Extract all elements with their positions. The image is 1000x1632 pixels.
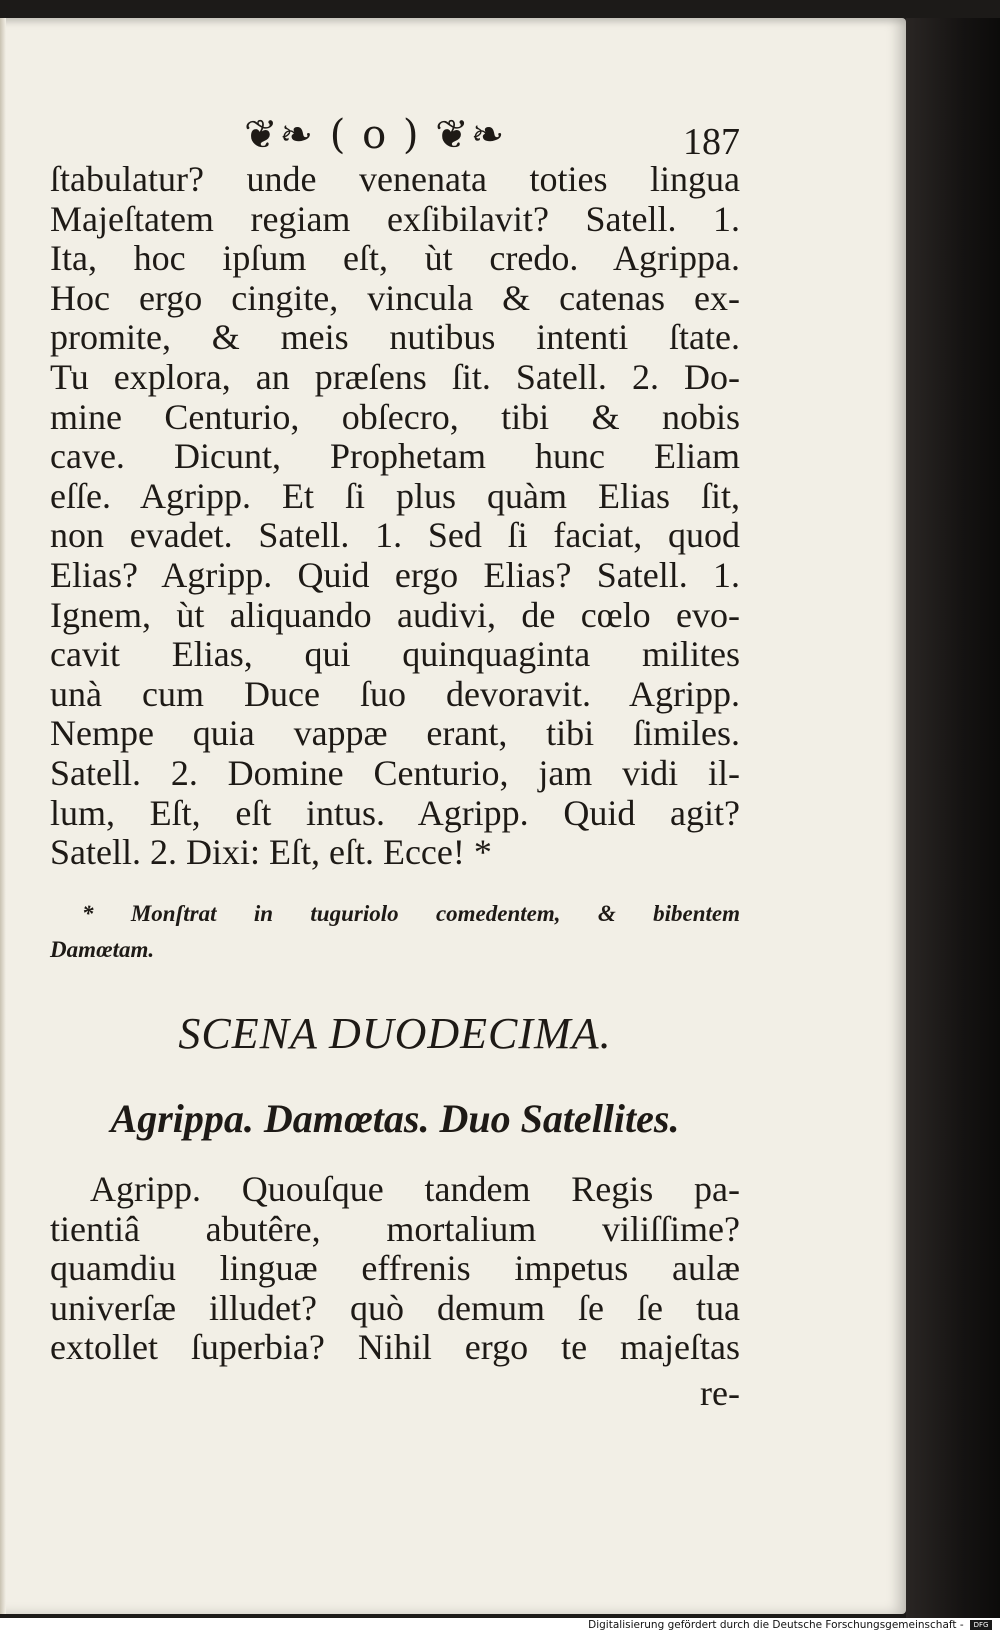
character-list: Agrippa. Damœtas. Duo Satellites. — [110, 1096, 680, 1141]
page-number: 187 — [683, 121, 740, 163]
text-line: univerſæ illudet? quò demum ſe ſe tua — [50, 1287, 740, 1328]
page-header — [50, 108, 740, 164]
page-gutter — [0, 18, 6, 1614]
text-line: cavit Elias, qui quinquaginta milites — [50, 634, 740, 675]
footnote — [50, 896, 740, 968]
dfg-logo-icon: DFG — [970, 1620, 992, 1630]
text-line: cave. Dicunt, Prophetam hunc Eliam — [50, 436, 740, 477]
text-line: Satell. 2. Dixi: Eſt, eſt. Ecce! * — [50, 832, 492, 873]
text-line: Elias? Agripp. Quid ergo Elias? Satell. 1. — [50, 554, 740, 595]
text-line: Majeſtatem regiam exſibilavit? Satell. 1. — [50, 198, 740, 239]
footnote-line: * Monſtrat in tuguriolo comedentem, & bibentem — [82, 901, 740, 926]
text-line: lum, Eſt, eſt intus. Agripp. Quid agit? — [50, 792, 740, 833]
text-line: Nempe quia vappæ erant, tibi ſimiles. — [50, 713, 740, 754]
text-line: Satell. 2. Domine Centurio, jam vidi il- — [50, 752, 740, 793]
text-line: Ita, hoc ipſum eſt, ùt credo. Agrippa. — [50, 238, 740, 279]
footnote-line: Damœtam. — [50, 937, 155, 962]
text-line: extollet ſuperbia? Nihil ergo te majeſtas — [50, 1327, 740, 1368]
text-line: Tu explora, an præſens ſit. Satell. 2. Do- — [50, 356, 740, 397]
text-line: Hoc ergo cingite, vincula & catenas ex- — [50, 277, 740, 318]
text-line: mine Centurio, obſecro, tibi & nobis — [50, 396, 740, 437]
credit-text: Digitalisierung gefördert durch die Deutsche Forschungsgemeinschaft - — [588, 1619, 964, 1631]
text-line: promite, & meis nutibus intenti ſtate. — [50, 317, 740, 358]
book-edge — [906, 18, 1000, 1618]
text-line: quamdiu linguæ effrenis impetus aulæ — [50, 1248, 740, 1289]
text-line: unà cum Duce ſuo devoravit. Agripp. — [50, 673, 740, 714]
body-text — [50, 160, 740, 873]
scene-title: SCENA DUODECIMA. — [178, 1009, 612, 1058]
header-ornament: ❦❧ ( o ) ❦❧ — [244, 112, 507, 158]
text-line: ſtabulatur? unde venenata toties lingua — [50, 159, 740, 199]
catchword: re- — [700, 1373, 740, 1413]
text-line: Agripp. Quouſque tandem Regis pa- — [90, 1169, 740, 1209]
text-line: Ignem, ùt aliquando audivi, de cœlo evo- — [50, 594, 740, 635]
text-line: eſſe. Agripp. Et ſi plus quàm Elias ſit, — [50, 475, 740, 516]
digitization-credit — [588, 1618, 992, 1632]
body-text-2 — [50, 1170, 740, 1368]
text-line: tientiâ abutêre, mortalium viliſſime? — [50, 1208, 740, 1249]
text-line: non evadet. Satell. 1. Sed ſi faciat, quod — [50, 515, 740, 556]
